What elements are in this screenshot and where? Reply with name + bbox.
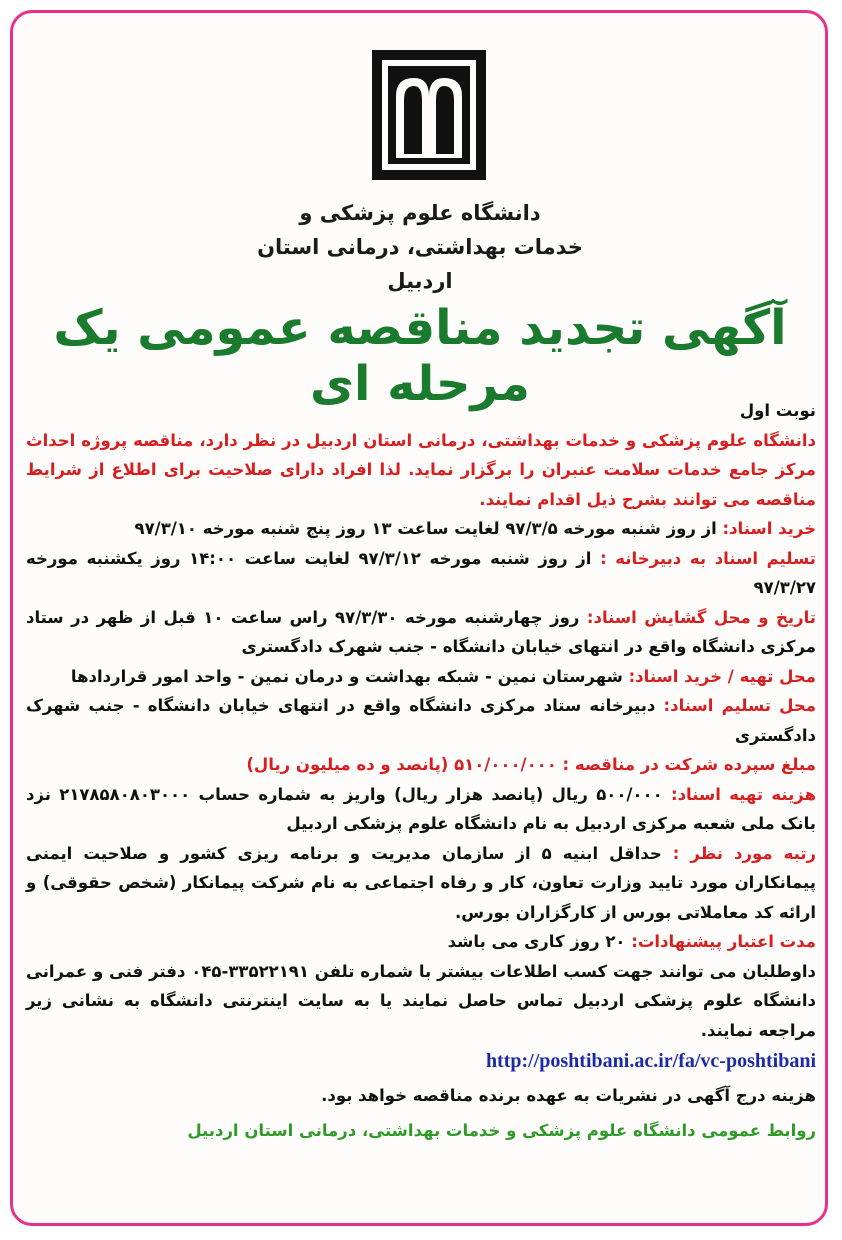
university-name-line2: خدمات بهداشتی، درمانی استان اردبیل [257, 235, 583, 293]
notice-item-text: حداقل ابنیه ۵ از سازمان مدیریت و برنامه ریزی کشور و صلاحیت ایمنی پیمانکاران مورد تایید وزارت تعاون، کار و رفاه اجتماعی به نام شرکت پیمانکار (شخص حقوقی) و ارائه کد معاملاتی بورس از کارگزاران بورس. [26, 843, 816, 922]
notice-item [26, 603, 816, 662]
notice-item-text: ۲۰ روز کاری می باشد [447, 932, 632, 951]
contact-text: داوطلبان می توانند جهت کسب اطلاعات بیشتر با شماره تلفن ۳۳۵۲۲۱۹۱-۰۴۵ دفتر فنی و عمرانی دانشگاه علوم پزشکی اردبیل تماس حاصل نمایند یا به سایت اینترنتی دانشگاه به نشانی زیر مراجعه نمایند. [26, 961, 816, 1040]
university-name-line1: دانشگاه علوم پزشکی و [299, 201, 541, 225]
notice-item-text: از روز شنبه مورخه ۹۷/۳/۵ لغایت ساعت ۱۳ روز پنج شنبه مورخه ۹۷/۳/۱۰ [134, 519, 723, 538]
notice-item-label: رتبه مورد نظر : [672, 843, 817, 863]
notice-item [26, 691, 816, 750]
notice-item [26, 839, 816, 928]
notice-item [26, 750, 816, 780]
notice-item-label: محل تهیه / خرید اسناد: [628, 666, 816, 686]
notice-item-text: شهرستان نمین - شبکه بهداشت و درمان نمین - واحد امور قراردادها [70, 666, 629, 686]
university-logo-icon [366, 44, 492, 186]
notice-item-text: دبیرخانه ستاد مرکزی دانشگاه واقع در انتهای خیابان دانشگاه - جنب شهرک دادگستری [26, 696, 816, 745]
notice-item [26, 544, 816, 603]
notice-item-label: مبلغ سپرده شرکت در مناقصه : [562, 755, 816, 774]
notice-item-label: تاریخ و محل گشایش اسناد: [586, 607, 816, 627]
notice-item [26, 514, 816, 544]
notice-item-label: مدت اعتبار پیشنهادات: [631, 932, 816, 951]
notice-item-label: هزینه تهیه اسناد: [670, 784, 817, 804]
university-name [240, 196, 600, 298]
website-link[interactable]: http://poshtibani.ac.ir/fa/vc-poshtibani [485, 1050, 816, 1072]
notice-item-text: روز چهارشنبه مورخه ۹۷/۳/۳۰ راس ساعت ۱۰ قبل از ظهر در ستاد مرکزی دانشگاه واقع در انتهای خیابان دانشگاه - جنب شهرک دادگستری [26, 607, 816, 656]
notice-item [26, 927, 816, 957]
notice-item [26, 780, 816, 839]
cost-note: هزینه درج آگهی در نشریات به عهده برنده مناقصه خواهد بود. [321, 1085, 816, 1105]
notice-body [26, 396, 816, 1146]
notice-item [26, 662, 816, 692]
round-label: نوبت اول [739, 401, 816, 420]
notice-item-label: تسلیم اسناد به دبیرخانه : [600, 548, 817, 568]
notice-item-label: محل تسلیم اسناد: [663, 696, 816, 715]
notice-item-text: ۵۰۰/۰۰۰ ریال (پانصد هزار ریال) واریز به شماره حساب ۲۱۷۸۵۸۰۸۰۳۰۰۰ نزد بانک ملی شعبه مرکزی اردبیل به نام دانشگاه علوم پزشکی اردبیل [26, 784, 816, 833]
notice-item-label: خرید اسناد: [722, 519, 816, 538]
page-title: آگهی تجدید مناقصه عمومی یک مرحله ای [53, 300, 787, 412]
footer-signature: روابط عمومی دانشگاه علوم پزشکی و خدمات بهداشتی، درمانی استان اردبیل [187, 1121, 816, 1140]
notice-item-text: از روز شنبه مورخه ۹۷/۳/۱۲ لغایت ساعت ۱۴:۰۰ روز یکشنبه مورخه ۹۷/۳/۲۷ [26, 548, 816, 597]
intro-text: دانشگاه علوم پزشکی و خدمات بهداشتی، درمانی استان اردبیل در نظر دارد، مناقصه پروژه احداث مرکز جامع خدمات سلامت عنبران را برگزار نماید. لذا افراد دارای صلاحیت برای اطلاع از شرایط مناقصه می توانند بشرح ذیل اقدام نمایند. [26, 430, 816, 509]
notice-item-text: ۵۱۰/۰۰۰/۰۰۰ (پانصد و ده میلیون ریال) [246, 755, 563, 774]
notice-items [26, 514, 816, 957]
